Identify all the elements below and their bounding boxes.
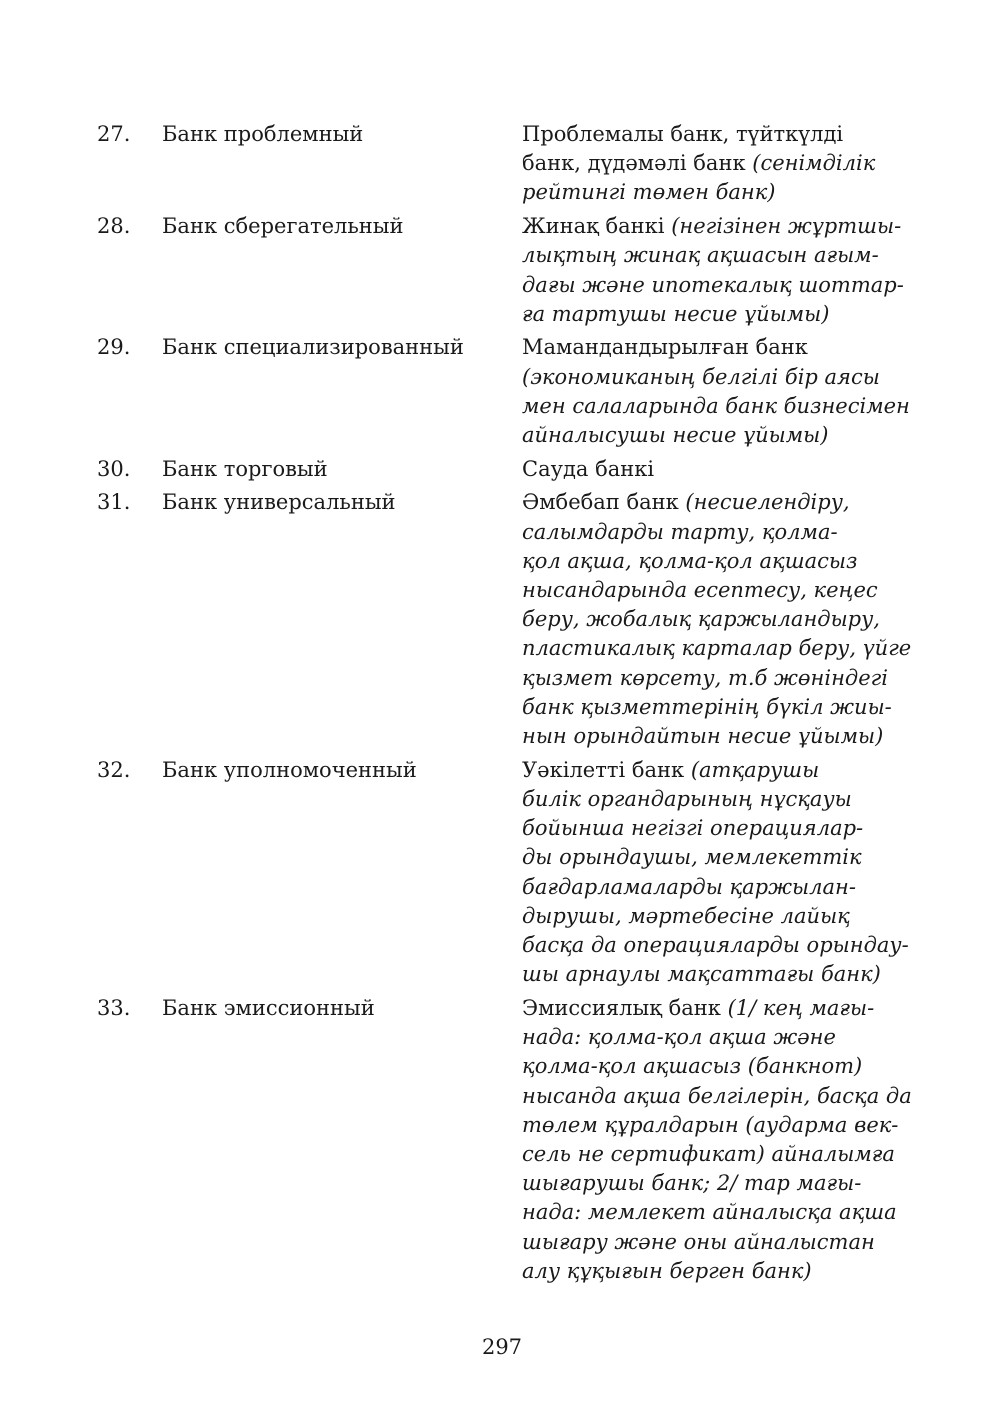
definition-explanation-text: алу құқығын берген банк)	[522, 1258, 812, 1283]
definition-explanation-text: бағдарламаларды қаржылан-	[522, 874, 856, 899]
definition-line	[522, 421, 917, 450]
definition-line	[522, 488, 917, 517]
definition-explanation-text: бойынша негізгі операциялар-	[522, 816, 864, 841]
definition-explanation-text: ды орындаушы, мемлекеттік	[522, 845, 862, 870]
entry-definition	[522, 212, 917, 329]
definition-explanation-text: қолма-қол ақшасыз (банкнот)	[522, 1054, 863, 1079]
definition-explanation-text: нысандарында есептесу, кеңес	[522, 578, 878, 603]
definition-translation-text: Мамандандырылған банк	[522, 335, 808, 360]
entry-term: Банк проблемный	[162, 122, 364, 146]
entry-number: 30.	[97, 456, 131, 481]
glossary-entry	[97, 333, 917, 450]
definition-explanation-text: дағы және ипотекалық шоттар-	[522, 272, 904, 297]
entry-definition	[522, 488, 917, 751]
glossary-entry	[97, 120, 917, 208]
definition-explanation-text: салымдарды тарту, қолма-	[522, 519, 838, 544]
definition-explanation-text: дырушы, мәртебесіне лайық	[522, 903, 850, 928]
definition-translation-text: Сауда банкі	[522, 456, 655, 481]
definition-translation-text: Проблемалы банк, түйткүлді	[522, 122, 844, 146]
definition-explanation-text: (1/ кең мағы-	[727, 995, 875, 1020]
definition-line	[522, 843, 917, 872]
definition-line	[522, 547, 917, 576]
definition-line	[522, 1169, 917, 1198]
entry-definition	[522, 333, 917, 450]
definition-line	[522, 178, 917, 207]
definition-explanation-text: шы арнаулы мақсаттағы банк)	[522, 962, 881, 987]
definition-line	[522, 873, 917, 902]
definition-explanation-text: беру, жобалық қаржыландыру,	[522, 607, 880, 632]
entry-term: Банк специализированный	[162, 335, 464, 360]
definition-line	[522, 785, 917, 814]
glossary-entry	[97, 212, 917, 329]
definition-explanation-text: нысанда ақша белгілерін, басқа да	[522, 1083, 912, 1108]
glossary-entry	[97, 488, 917, 751]
definition-line	[522, 149, 917, 178]
definition-explanation-text: билік органдарының нұсқауы	[522, 786, 852, 811]
definition-explanation-text: айналысушы несие ұйымы)	[522, 423, 829, 448]
definition-explanation-text: лықтың жинақ ақшасын ағым-	[522, 243, 879, 268]
definition-line	[522, 960, 917, 989]
definition-explanation-text: басқа да операцияларды орындау-	[522, 932, 909, 957]
definition-explanation-text: пластикалық карталар беру, үйге	[522, 636, 912, 661]
definition-line	[522, 931, 917, 960]
definition-explanation-text: (экономиканың белгілі бір аясы	[522, 364, 880, 389]
definition-line	[522, 300, 917, 329]
definition-explanation-text: ға тартушы несие ұйымы)	[522, 301, 830, 326]
definition-line	[522, 1052, 917, 1081]
definition-line	[522, 271, 917, 300]
definition-explanation-text: (атқарушы	[690, 757, 820, 782]
definition-line	[522, 518, 917, 547]
page-number: 297	[481, 1335, 523, 1359]
entry-number: 29.	[97, 335, 131, 360]
definition-explanation-text: сель не сертификат) айналымға	[522, 1141, 895, 1166]
definition-line	[522, 722, 917, 751]
definition-translation-text: Уәкілетті банк	[522, 757, 691, 782]
definition-explanation-text: нада: мемлекет айналысқа ақша	[522, 1200, 897, 1225]
entry-definition	[522, 455, 917, 484]
entry-definition	[522, 120, 917, 208]
definition-explanation-text: қызмет көрсету, т.б жөніндегі	[522, 665, 888, 690]
definition-explanation-text: (сенімділік	[752, 151, 876, 176]
definition-line	[522, 1082, 917, 1111]
definition-line	[522, 814, 917, 843]
definition-translation-text: банк, дүдәмәлі банк	[522, 151, 753, 176]
definition-explanation-text: (несиелендіру,	[685, 490, 850, 515]
definition-line	[522, 333, 917, 362]
glossary-entry	[97, 756, 917, 990]
entry-number: 31.	[97, 490, 131, 515]
definition-line	[522, 994, 917, 1023]
definition-line	[522, 756, 917, 785]
definition-line	[522, 1228, 917, 1257]
definition-line	[522, 212, 917, 241]
entry-definition	[522, 756, 917, 990]
entry-definition	[522, 994, 917, 1286]
definition-explanation-text: банк қызметтерінің бүкіл жиы-	[522, 694, 892, 719]
entry-term: Банк сберегательный	[162, 214, 404, 239]
definition-line	[522, 455, 917, 484]
definition-line	[522, 241, 917, 270]
glossary-entry	[97, 455, 917, 484]
entry-term: Банк универсальный	[162, 490, 396, 515]
definition-line	[522, 693, 917, 722]
definition-translation-text: Жинақ банкі	[522, 214, 672, 239]
entry-term: Банк торговый	[162, 456, 328, 481]
definition-line	[522, 120, 917, 149]
definition-line	[522, 1257, 917, 1286]
definition-translation-text: Эмиссиялық банк	[522, 995, 728, 1020]
entry-term: Банк уполномоченный	[162, 757, 417, 782]
entry-number: 27.	[97, 122, 131, 146]
definition-explanation-text: мен салаларында банк бизнесімен	[522, 393, 910, 418]
entry-number: 33.	[97, 995, 131, 1020]
entry-number: 28.	[97, 214, 131, 239]
glossary-entry	[97, 994, 917, 1286]
definition-explanation-text: нада: қолма-қол ақша және	[522, 1025, 836, 1050]
definition-line	[522, 392, 917, 421]
definition-line	[522, 902, 917, 931]
definition-line	[522, 363, 917, 392]
definition-line	[522, 1023, 917, 1052]
definition-translation-text: Әмбебап банк	[522, 490, 686, 515]
definition-line	[522, 605, 917, 634]
definition-line	[522, 576, 917, 605]
definition-explanation-text: шығару және оны айналыстан	[522, 1229, 875, 1254]
definition-line	[522, 1111, 917, 1140]
definition-explanation-text: нын орындайтын несие ұйымы)	[522, 724, 884, 749]
glossary-list	[97, 120, 917, 1290]
entry-term: Банк эмиссионный	[162, 995, 375, 1020]
definition-line	[522, 664, 917, 693]
definition-line	[522, 634, 917, 663]
definition-line	[522, 1198, 917, 1227]
definition-explanation-text: рейтингі төмен банк)	[522, 180, 776, 205]
definition-line	[522, 1140, 917, 1169]
entry-number: 32.	[97, 757, 131, 782]
definition-explanation-text: қол ақша, қолма-қол ақшасыз	[522, 548, 858, 573]
definition-explanation-text: төлем құралдарын (аударма век-	[522, 1112, 899, 1137]
definition-explanation-text: (негізінен жұртшы-	[671, 214, 902, 239]
definition-explanation-text: шығарушы банк; 2/ тар мағы-	[522, 1171, 862, 1196]
